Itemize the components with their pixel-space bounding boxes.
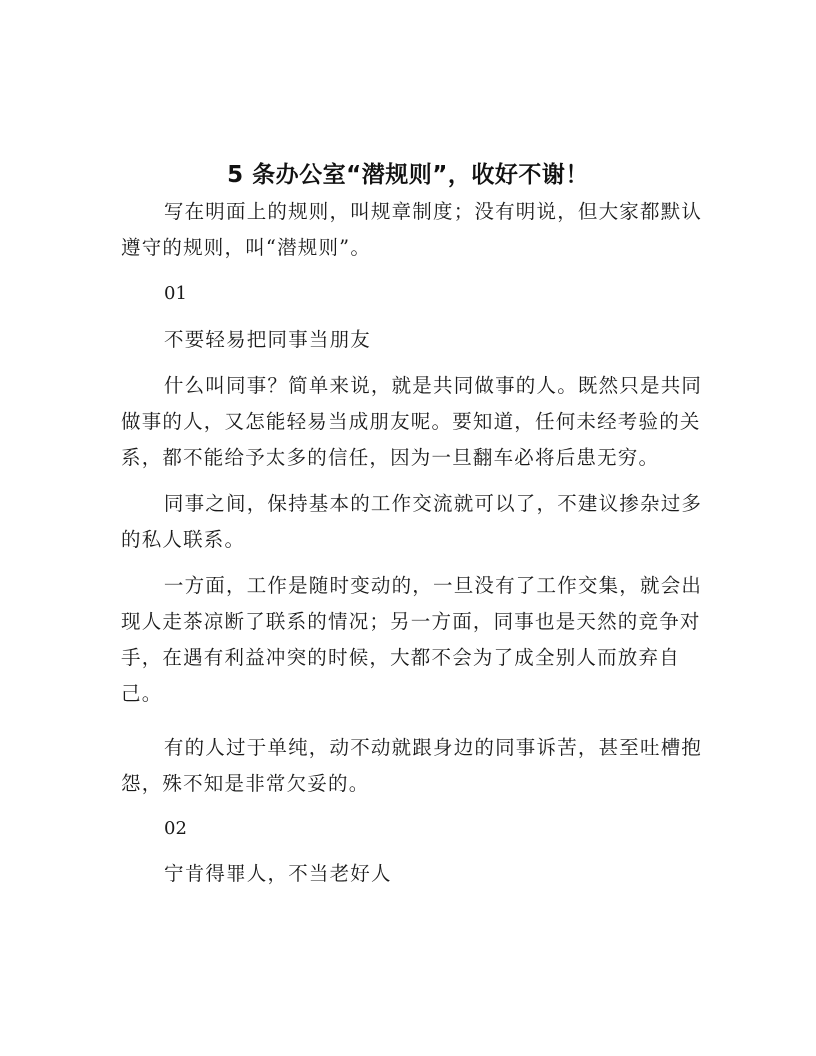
section-heading: 宁肯得罪人，不当老好人: [164, 862, 392, 885]
body-paragraph: 一方面，工作是随时变动的，一旦没有了工作交集，就会出现人走茶凉断了联系的情况；另一方面，同事也是天然的竞争对手，在遇有利益冲突的时候，大都不会为了成全别人而放弃自己。: [121, 574, 703, 705]
document-title: 5 条办公室“潜规则”，收好不谢！: [227, 162, 589, 189]
section-number: 02: [164, 818, 187, 839]
section-number: 01: [164, 283, 187, 304]
intro-paragraph: 写在明面上的规则，叫规章制度；没有明说，但大家都默认遵守的规则，叫“潜规则”。: [121, 200, 703, 259]
body-paragraph: 什么叫同事？简单来说，就是共同做事的人。既然只是共同做事的人，又怎能轻易当成朋友呢。要知道，任何未经考验的关系，都不能给予太多的信任，因为一旦翻车必将后患无穷。: [121, 374, 703, 469]
body-paragraph: 有的人过于单纯，动不动就跟身边的同事诉苦，甚至吐槽抱怨，殊不知是非常欠妥的。: [121, 736, 703, 795]
body-paragraph: 同事之间，保持基本的工作交流就可以了，不建议掺杂过多的私人联系。: [121, 492, 703, 551]
section-heading: 不要轻易把同事当朋友: [164, 328, 372, 351]
